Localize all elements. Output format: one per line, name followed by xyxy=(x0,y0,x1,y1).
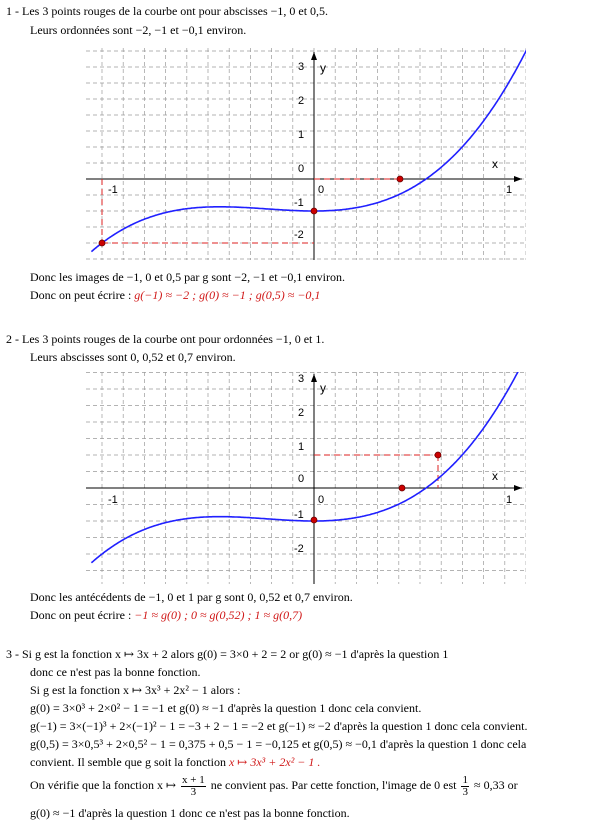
q3-line-4: g(0) = 3×0³ + 2×0² − 1 = −1 et g(0) ≈ −1 d'après la question 1 donc cela convient. xyxy=(30,701,422,715)
fraction-1-numerator: x + 1 xyxy=(182,773,205,786)
q3-line-7-function: x ↦ 3x³ + 2x² − 1 . xyxy=(228,755,321,769)
graph-1 xyxy=(86,48,526,260)
graph-1-point-c xyxy=(397,176,403,182)
q3-line-8-text-c: ≈ 0,33 or xyxy=(473,778,518,792)
graph-2-tick-y-2: 2 xyxy=(298,407,305,419)
graph-2-tick-y-neg1: -1 xyxy=(294,509,304,521)
graph-2-tick-x-1: 1 xyxy=(506,494,513,506)
fraction-x-plus-1-over-3 xyxy=(181,775,206,798)
graph-2-curve xyxy=(91,372,518,563)
graph-1-tick-y-3: 3 xyxy=(298,61,305,73)
graph-2-x-arrow xyxy=(514,485,522,491)
graph-1-grid xyxy=(86,48,526,260)
q3-line-1: 3 - Si g est la fonction x ↦ 3x + 2 alors g(0) = 3×0 + 2 = 2 or g(0) ≈ −1 d'après la question 1 xyxy=(6,647,449,661)
graph-2-point-a xyxy=(311,517,317,523)
graph-2-tick-y-0: 0 xyxy=(298,473,305,485)
graph-1-y-label: y xyxy=(320,61,326,75)
q1-title: 1 - Les 3 points rouges de la courbe ont pour abscisses −1, 0 et 0,5. xyxy=(6,4,329,18)
q2-antecedents: Donc les antécédents de −1, 0 et 1 par g sont 0, 0,52 et 0,7 environ. xyxy=(30,590,353,604)
graph-1-tick-y-neg1: -1 xyxy=(294,197,304,209)
fraction-1-denominator: 3 xyxy=(190,785,197,798)
q3-line-8-text-b: ne convient pas. Par cette fonction, l'image de 0 est xyxy=(210,778,457,792)
graph-1-point-b xyxy=(311,208,317,214)
fraction-2-numerator: 1 xyxy=(462,773,468,786)
q2-ecrire-value: −1 ≈ g(0) ; 0 ≈ g(0,52) ; 1 ≈ g(0,7) xyxy=(134,608,303,622)
q3-line-9: g(0) ≈ −1 d'après la question 1 donc ce n'est pas la bonne fonction. xyxy=(30,806,350,820)
q1-ecrire-value: g(−1) ≈ −2 ; g(0) ≈ −1 ; g(0,5) ≈ −0,1 xyxy=(134,288,321,302)
graph-1-tick-y-0: 0 xyxy=(298,163,305,175)
graph-2-tick-x-0: 0 xyxy=(318,494,325,506)
q2-ecrire-label: Donc on peut écrire : xyxy=(30,608,132,622)
q1-subtitle: Leurs ordonnées sont −2, −1 et −0,1 environ. xyxy=(30,23,247,37)
graph-2-tick-y-1: 1 xyxy=(298,441,305,453)
q3-line-6: g(0,5) = 3×0,5³ + 2×0,5² − 1 = 0,375 + 0,5 − 1 = −0,125 et g(0,5) ≈ −0,1 d'après la question 1 donc cela xyxy=(30,737,527,751)
graph-2-y-label: y xyxy=(320,381,326,395)
graph-2 xyxy=(86,372,526,584)
graph-2-tick-x-neg1: -1 xyxy=(108,494,118,506)
graph-1-tick-y-1: 1 xyxy=(298,129,305,141)
q2-subtitle: Leurs abscisses sont 0, 0,52 et 0,7 environ. xyxy=(30,350,236,364)
graph-2-tick-y-3: 3 xyxy=(298,373,305,385)
graph-1-tick-x-1: 1 xyxy=(506,184,513,196)
q3-line-5: g(−1) = 3×(−1)³ + 2×(−1)² − 1 = −3 + 2 − 1 = −2 et g(−1) ≈ −2 d'après la question 1 donc cela convient. xyxy=(30,719,528,733)
q3-line-3: Si g est la fonction x ↦ 3x³ + 2x² − 1 alors : xyxy=(30,683,241,697)
q1-images: Donc les images de −1, 0 et 0,5 par g sont −2, −1 et −0,1 environ. xyxy=(30,270,346,284)
graph-1-tick-x-neg1: -1 xyxy=(108,184,118,196)
graph-1-x-label: x xyxy=(492,157,498,171)
graph-1-curve xyxy=(91,48,526,252)
graph-1-tick-y-2: 2 xyxy=(298,95,305,107)
graph-1-point-a xyxy=(99,240,105,246)
graph-1-tick-y-neg2: -2 xyxy=(294,229,304,241)
fraction-1-over-3 xyxy=(461,775,469,798)
fraction-2-denominator: 3 xyxy=(462,785,468,798)
q2-title: 2 - Les 3 points rouges de la courbe ont pour ordonnées −1, 0 et 1. xyxy=(6,332,325,346)
graph-2-grid xyxy=(86,372,526,584)
graph-1-y-arrow xyxy=(311,52,317,60)
q3-line-8 xyxy=(30,772,518,798)
q2-ecrire xyxy=(30,608,302,622)
q1-ecrire xyxy=(30,288,320,302)
q3-line-8-text-a: On vérifie que la fonction x ↦ xyxy=(30,778,177,792)
graph-2-x-label: x xyxy=(492,469,498,483)
graph-1-tick-x-0: 0 xyxy=(318,184,325,196)
q3-line-2: donc ce n'est pas la bonne fonction. xyxy=(30,665,201,679)
q1-ecrire-label: Donc on peut écrire : xyxy=(30,288,132,302)
graph-2-tick-y-neg2: -2 xyxy=(294,543,304,555)
q3-line-7-text: convient. Il semble que g soit la fonction xyxy=(30,755,226,769)
q3-line-7 xyxy=(30,755,320,769)
graph-2-point-c xyxy=(435,452,441,458)
graph-2-point-b xyxy=(399,485,405,491)
graph-1-x-arrow xyxy=(514,176,522,182)
graph-2-y-arrow xyxy=(311,374,317,382)
